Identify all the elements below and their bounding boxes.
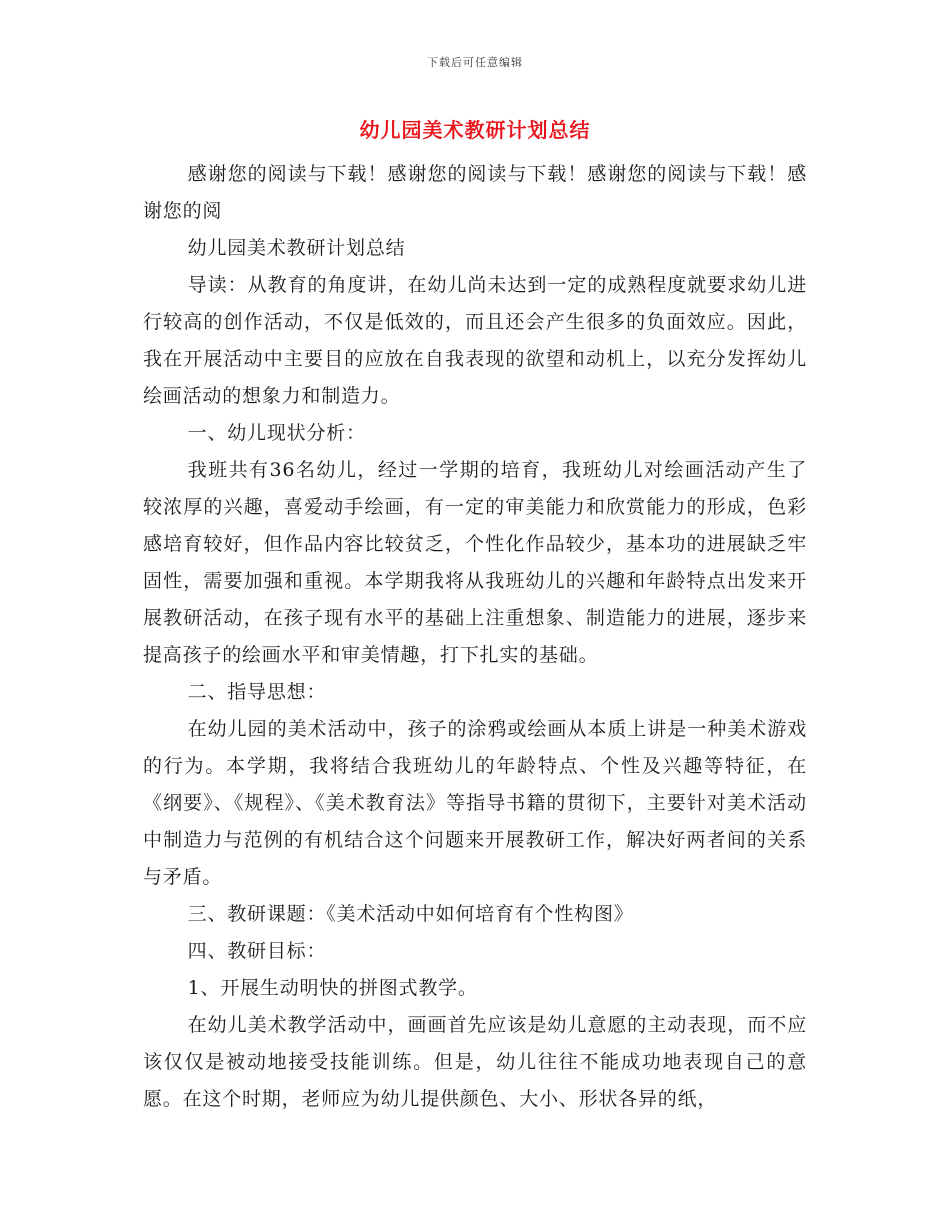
goal-item-1: 1、开展生动明快的拼图式教学。 [187,977,478,999]
paragraph-subtitle: 幼儿园美术教研计划总结 [187,237,406,259]
document-body [143,156,807,1118]
document-title: 幼儿园美术教研计划总结 [359,118,591,142]
paragraph-goal-detail: 在幼儿美术教学活动中，画画首先应该是幼儿意愿的主动表现，而不应该仅仅是被动地接受技能训练。但是，幼儿往往不能成功地表现自己的意愿。在这个时期，老师应为幼儿提供颜色、大小、形状各异的纸， [143,1014,807,1110]
section-heading-topic: 三、教研课题：《美术活动中如何培育有个性构图》 [187,903,634,925]
section-heading-goals: 四、教研目标： [187,940,327,962]
page-header-note: 下载后可任意编辑 [427,56,523,69]
paragraph-intro: 导读：从教育的角度讲，在幼儿尚未达到一定的成熟程度就要求幼儿进行较高的创作活动，不仅是低效的，而且还会产生很多的负面效应。因此，我在开展活动中主要目的应放在自我表现的欲望和动机上，以充分发挥幼儿绘画活动的想象力和制造力。 [143,274,807,407]
section-heading-guidance: 二、指导思想： [187,681,327,703]
paragraph-guidance: 在幼儿园的美术活动中，孩子的涂鸦或绘画从本质上讲是一种美术游戏的行为。本学期，我将结合我班幼儿的年龄特点、个性及兴趣等特征，在《纲要》、《规程》、《美术教育法》等指导书籍的贯彻下，主要针对美术活动中制造力与范例的有机结合这个问题来开展教研工作，解决好两者间的关系与矛盾。 [143,718,807,888]
paragraph-thanks: 感谢您的阅读与下载！感谢您的阅读与下载！感谢您的阅读与下载！感谢您的阅 [143,163,807,222]
paragraph-status: 我班共有36名幼儿，经过一学期的培育，我班幼儿对绘画活动产生了较浓厚的兴趣，喜爱动手绘画，有一定的审美能力和欣赏能力的形成，色彩感培育较好，但作品内容比较贫乏，个性化作品较少，基本功的进展缺乏牢固性，需要加强和重视。本学期我将从我班幼儿的兴趣和年龄特点出发来开展教研活动，在孩子现有水平的基础上注重想象、制造能力的进展，逐步来提高孩子的绘画水平和审美情趣，打下扎实的基础。 [143,459,807,666]
section-heading-status: 一、幼儿现状分析： [187,422,366,444]
